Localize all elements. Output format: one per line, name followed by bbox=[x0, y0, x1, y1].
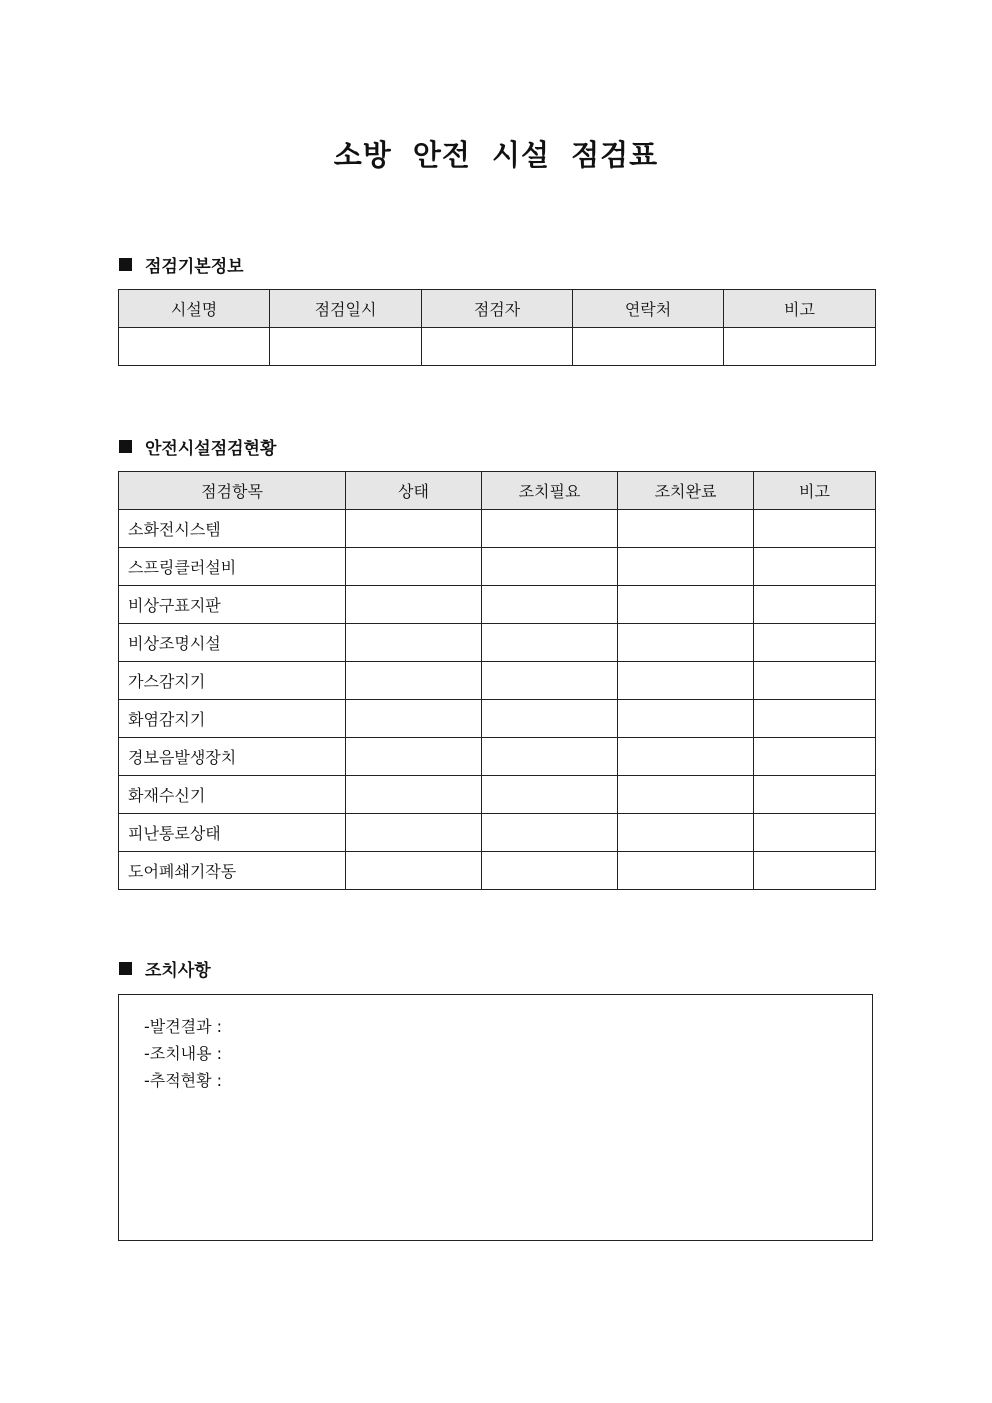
inspection-item-cell: 경보음발생장치 bbox=[119, 738, 346, 776]
facility-name-field[interactable] bbox=[119, 328, 270, 366]
table-header-row bbox=[119, 290, 876, 328]
inspection-item-cell: 비상구표지판 bbox=[119, 586, 346, 624]
action-needed-cell[interactable] bbox=[482, 776, 618, 814]
square-bullet-icon bbox=[119, 962, 132, 975]
section-heading-label: 안전시설점검현황 bbox=[145, 438, 277, 459]
action-done-cell[interactable] bbox=[618, 776, 754, 814]
action-needed-cell[interactable] bbox=[482, 738, 618, 776]
status-cell[interactable] bbox=[346, 776, 482, 814]
table-row bbox=[119, 662, 876, 700]
remarks-cell[interactable] bbox=[754, 852, 876, 890]
remarks-cell[interactable] bbox=[754, 510, 876, 548]
square-bullet-icon bbox=[119, 258, 132, 271]
action-done-cell[interactable] bbox=[618, 852, 754, 890]
status-cell[interactable] bbox=[346, 738, 482, 776]
inspection-item-cell: 화염감지기 bbox=[119, 700, 346, 738]
remarks-cell[interactable] bbox=[754, 814, 876, 852]
table-row bbox=[119, 586, 876, 624]
column-header: 상태 bbox=[346, 472, 482, 510]
table-row bbox=[119, 328, 876, 366]
table-row bbox=[119, 700, 876, 738]
notes-line-findings: -발견결과 : bbox=[144, 1017, 223, 1036]
square-bullet-icon bbox=[119, 440, 132, 453]
action-needed-cell[interactable] bbox=[482, 700, 618, 738]
inspector-field[interactable] bbox=[422, 328, 573, 366]
remarks-cell[interactable] bbox=[754, 624, 876, 662]
inspection-item-cell: 스프링클러설비 bbox=[119, 548, 346, 586]
table-row bbox=[119, 852, 876, 890]
section-heading-actions bbox=[119, 956, 211, 980]
page-title: 소방 안전 시설 점검표 bbox=[333, 138, 659, 172]
column-header: 연락처 bbox=[573, 290, 724, 328]
section-heading-label: 점검기본정보 bbox=[145, 256, 244, 277]
table-header-row bbox=[119, 472, 876, 510]
inspection-status-table bbox=[118, 471, 876, 890]
inspection-datetime-field[interactable] bbox=[270, 328, 422, 366]
remarks-field[interactable] bbox=[724, 328, 876, 366]
action-needed-cell[interactable] bbox=[482, 852, 618, 890]
table-row bbox=[119, 776, 876, 814]
action-done-cell[interactable] bbox=[618, 586, 754, 624]
remarks-cell[interactable] bbox=[754, 738, 876, 776]
column-header: 조치필요 bbox=[482, 472, 618, 510]
status-cell[interactable] bbox=[346, 852, 482, 890]
basic-info-table bbox=[118, 289, 876, 366]
action-done-cell[interactable] bbox=[618, 624, 754, 662]
status-cell[interactable] bbox=[346, 510, 482, 548]
column-header: 시설명 bbox=[119, 290, 270, 328]
action-needed-cell[interactable] bbox=[482, 814, 618, 852]
remarks-cell[interactable] bbox=[754, 586, 876, 624]
status-cell[interactable] bbox=[346, 662, 482, 700]
inspection-item-cell: 비상조명시설 bbox=[119, 624, 346, 662]
action-done-cell[interactable] bbox=[618, 510, 754, 548]
action-done-cell[interactable] bbox=[618, 700, 754, 738]
status-cell[interactable] bbox=[346, 814, 482, 852]
action-needed-cell[interactable] bbox=[482, 586, 618, 624]
table-row bbox=[119, 814, 876, 852]
remarks-cell[interactable] bbox=[754, 700, 876, 738]
action-done-cell[interactable] bbox=[618, 814, 754, 852]
contact-field[interactable] bbox=[573, 328, 724, 366]
inspection-item-cell: 피난통로상태 bbox=[119, 814, 346, 852]
column-header: 점검항목 bbox=[119, 472, 346, 510]
remarks-cell[interactable] bbox=[754, 776, 876, 814]
action-done-cell[interactable] bbox=[618, 662, 754, 700]
column-header: 비고 bbox=[754, 472, 876, 510]
action-needed-cell[interactable] bbox=[482, 624, 618, 662]
status-cell[interactable] bbox=[346, 586, 482, 624]
status-cell[interactable] bbox=[346, 624, 482, 662]
table-row bbox=[119, 548, 876, 586]
inspection-item-cell: 가스감지기 bbox=[119, 662, 346, 700]
column-header: 점검자 bbox=[422, 290, 573, 328]
column-header: 비고 bbox=[724, 290, 876, 328]
status-cell[interactable] bbox=[346, 548, 482, 586]
action-needed-cell[interactable] bbox=[482, 662, 618, 700]
table-row bbox=[119, 624, 876, 662]
notes-line-action-details: -조치내용 : bbox=[144, 1044, 223, 1063]
notes-line-follow-up: -추적현황 : bbox=[144, 1071, 223, 1090]
section-heading-inspection-status bbox=[119, 434, 276, 458]
inspection-item-cell: 도어폐쇄기작동 bbox=[119, 852, 346, 890]
actions-notes-box[interactable] bbox=[118, 994, 873, 1241]
table-row bbox=[119, 510, 876, 548]
inspection-status-body bbox=[119, 510, 876, 890]
action-needed-cell[interactable] bbox=[482, 548, 618, 586]
section-heading-label: 조치사항 bbox=[145, 960, 211, 981]
action-needed-cell[interactable] bbox=[482, 510, 618, 548]
section-heading-basic-info bbox=[119, 252, 244, 276]
remarks-cell[interactable] bbox=[754, 548, 876, 586]
action-done-cell[interactable] bbox=[618, 548, 754, 586]
status-cell[interactable] bbox=[346, 700, 482, 738]
table-row bbox=[119, 738, 876, 776]
column-header: 조치완료 bbox=[618, 472, 754, 510]
remarks-cell[interactable] bbox=[754, 662, 876, 700]
inspection-item-cell: 화재수신기 bbox=[119, 776, 346, 814]
column-header: 점검일시 bbox=[270, 290, 422, 328]
action-done-cell[interactable] bbox=[618, 738, 754, 776]
inspection-item-cell: 소화전시스템 bbox=[119, 510, 346, 548]
